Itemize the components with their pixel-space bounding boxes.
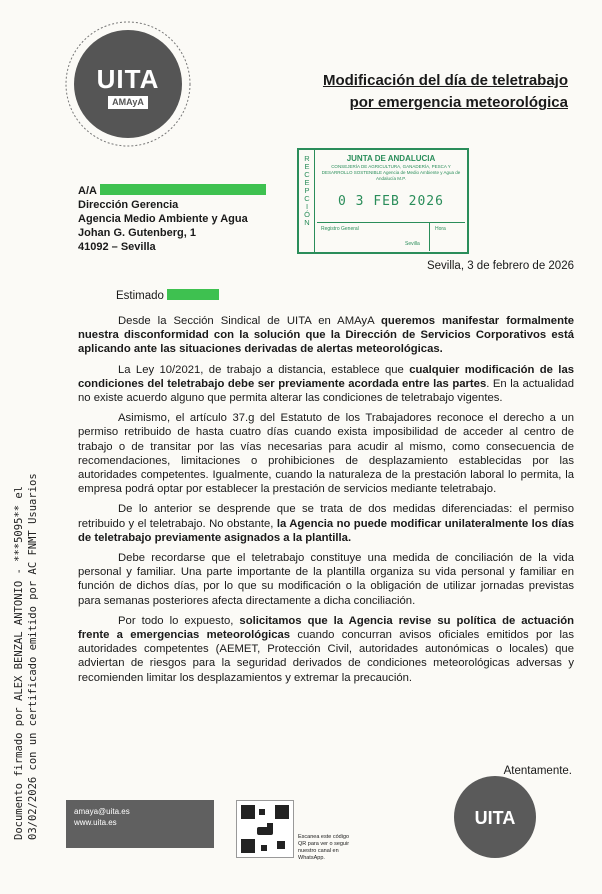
redacted-name xyxy=(100,184,266,195)
paragraph-2: La Ley 10/2021, de trabajo a distancia, establece que cualquier modificación de las condiciones del teletrabajo debe ser previamente acordada entre las partes. En la actualidad no existe acuerdo alguno que permita alterar las condiciones de teletrabajo vigentes. xyxy=(78,363,575,405)
stamp-side-label: RECEPCIÓN xyxy=(299,150,315,252)
closing: Atentamente. xyxy=(503,765,572,777)
letter-title: Modificación del día de teletrabajo por emergencia meteorológica xyxy=(322,72,568,111)
whatsapp-qr-code[interactable] xyxy=(236,800,294,858)
redacted-recipient xyxy=(167,289,219,300)
footer-logo-text: UITA xyxy=(474,808,516,828)
recipient-address: A/A Dirección Gerencia Agencia Medio Ambiente y Agua Johan G. Gutenberg, 1 41092 – Sevilla xyxy=(78,184,266,254)
signature-note: Documento firmado por ALEX BENZAL ANTONIO - ***5095** el 03/02/2026 con un certificado emitido por AC FNMT Usuarios xyxy=(13,473,39,840)
uita-logo xyxy=(62,18,194,150)
reception-stamp xyxy=(297,148,469,254)
paragraph-1: Desde la Sección Sindical de UITA en AMAyA queremos manifestar formalmente nuestra disconformidad con la solución que la Dirección de Servicios Corporativos está aplicando ante las situaciones derivadas de alertas meteorológicas. xyxy=(78,315,575,356)
paragraph-4: De lo anterior se desprende que se trata de dos medidas diferenciadas: el permiso retribuido y el teletrabajo. No obstante, la Agencia no puede modificar unilateralmente los días de teletrabajo previamente asignados a la plantilla. xyxy=(78,503,574,544)
stamp-head: JUNTA DE ANDALUCIA xyxy=(346,154,436,163)
stamp-date: 0 3 FEB 2026 xyxy=(338,194,444,209)
paragraph-5: Debe recordarse que el teletrabajo constituye una medida de conciliación de la vida personal y familiar. Una parte importante de la plantilla organiza su vida personal y familiar en función de dichos días, por lo que su modificación o la obligación de utilizar jornadas previstas para semanas posteriores afecta directamente a dicha conciliación. xyxy=(78,552,574,607)
stamp-place: Sevilla xyxy=(405,241,420,247)
letter-date: Sevilla, 3 de febrero de 2026 xyxy=(426,260,574,272)
footer-contact xyxy=(66,800,214,848)
logo-text: UITA xyxy=(96,64,160,94)
logo-subtext: AMAyA xyxy=(108,96,148,109)
paragraph-6: Por todo lo expuesto, solicitamos que la Agencia revise su política de actuación frente a emergencias meteorológicas cuando concurran avisos oficiales emitidos por las autoridades competentes (AEMET, Protección Civil, autoridades autonómicas o locales) que adviertan de riesgos para la seguridad derivados de condiciones meteorológicas adversas y recomienden limitar los desplazamientos y extremar la precaución. xyxy=(78,614,575,684)
stamp-hora-label: Hora xyxy=(435,226,446,232)
stamp-subhead: CONSEJERÍA DE AGRICULTURA, GANADERÍA, PESCA Y DESARROLLO SOSTENIBLE Agencia de Medio Ambiente y Agua de Andalucía M.P. xyxy=(321,164,461,181)
letter-body xyxy=(78,314,574,691)
stamp-registro-label: Registro General xyxy=(321,226,359,232)
qr-caption: Escanea este código QR para ver o seguir nuestro canal en WhatsApp. xyxy=(298,834,350,861)
greeting: Estimado xyxy=(116,289,219,302)
footer-email: amaya@uita.es xyxy=(74,807,130,816)
stamp-bottom-row xyxy=(317,222,465,251)
paragraph-3: Asimismo, el artículo 37.g del Estatuto de los Trabajadores reconoce el derecho a un permiso retribuido de hasta cuatro días cuando exista imposibilidad de acceder al centro de trabajo o de transitar por las vías necesarias para acudir al mismo, como consecuencia de recomendaciones, limitaciones o prohibiciones de desplazamiento establecidas por las autoridades competentes. Igualmente, cuando la naturaleza de la prestación laboral lo permita, la empresa podrá optar por establecer la prestación de servicios mediante teletrabajo. xyxy=(78,412,574,496)
footer-web: www.uita.es xyxy=(74,818,117,827)
